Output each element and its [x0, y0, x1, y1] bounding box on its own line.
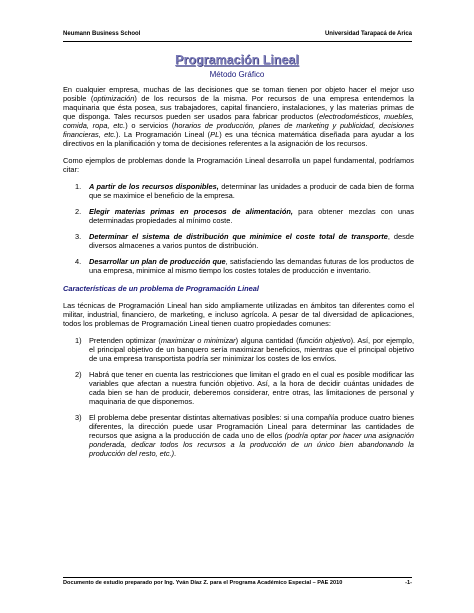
page-footer	[63, 577, 412, 588]
examples-intro: Como ejemplos de problemas donde la Programación Lineal desarrolla un papel fundamental, podríamos citar:	[63, 156, 414, 174]
header-right: Universidad Tarapacá de Arica	[324, 31, 412, 37]
section-heading: Características de un problema de Programación Lineal	[63, 284, 259, 293]
list-item: 2) Habrá que tener en cuenta las restricciones que limitan el grado en el cual es posible modificar las variables que afectan a nuestra función objetivo. Así, a la hora de decidir cuántas unidades de cada bien se han de producir, deberemos considerar, entre otras, las limitaciones de personal y maquinaria de que disponemos.	[75, 370, 414, 406]
list-item: 1) Pretenden optimizar (maximizar o minimizar) alguna cantidad (función objetivo). Así, por ejemplo, el principal objetivo de un banquero sería maximizar beneficios, mientras que el principal objetivo de una empresa transportista podría ser minimizar los costes de los envíos.	[75, 336, 415, 363]
list-item: 3) El problema debe presentar distintas alternativas posibles: si una compañía produce cuatro bienes diferentes, la dirección puede usar Programación Lineal para determinar las cantidades de recursos que asigna a la producción de cada uno de ellos (podría optar por hacer una asignación ponderada, dedicar todos los recursos a la producción de un único bien abandonando la producción del resto, etc.).	[75, 413, 414, 458]
list-item: 1. A partir de los recursos disponibles, determinar las unidades a producir de cada bien de forma que se maximice el beneficio de la empresa.	[75, 182, 414, 200]
page-subtitle: Método Gráfico	[209, 70, 265, 79]
header-left: Neumann Business School	[63, 31, 141, 37]
list-item: 4. Desarrollar un plan de producción que, satisfaciendo las demandas futuras de los productos de una empresa, minimice al mismo tiempo los costes totales de producción e inventario.	[75, 257, 414, 275]
page-number: -1-	[405, 580, 412, 586]
section-intro: Las técnicas de Programación Lineal han sido ampliamente utilizadas en ámbitos tan diferentes como el militar, industrial, financiero, de marketing, e incluso agrícola. A pesar de tal diversidad de aplicaciones, todos los problemas de Programación Lineal tienen cuatro propiedades comunes:	[63, 301, 414, 328]
page-header	[63, 31, 412, 42]
intro-paragraph: En cualquier empresa, muchas de las decisiones que se toman tienen por objeto hacer el mejor uso posible (optimización) de los recursos de la misma. Por recursos de una empresa entendemos la maquinaria que ésta posea, sus trabajadores, capital financiero, instalaciones, y las materias primas de que disponga. Tales recursos pueden ser usados para fabricar productos (electrodomésticos, muebles, comida, ropa, etc.) o servicios (horarios de producción, planes de marketing y publicidad, decisiones financieras, etc.). La Programación Lineal (PL) es una técnica matemática diseñada para ayudar a los directivos en la planificación y toma de decisiones referentes a la asignación de los recursos.	[63, 85, 415, 148]
page-title: Programación Lineal	[175, 53, 299, 67]
document-body	[63, 85, 414, 465]
list-item: 2. Elegir materias primas en procesos de alimentación, para obtener mezclas con unas determinadas propiedades al mínimo coste.	[75, 207, 414, 225]
list-item: 3. Determinar el sistema de distribución que minimice el coste total de transporte, desde diversos almacenes a varios puntos de distribución.	[75, 232, 414, 250]
footer-left: Documento de estudio preparado por Ing. Yván Díaz Z. para el Programa Académico Especial – PAE 2010	[63, 580, 343, 586]
